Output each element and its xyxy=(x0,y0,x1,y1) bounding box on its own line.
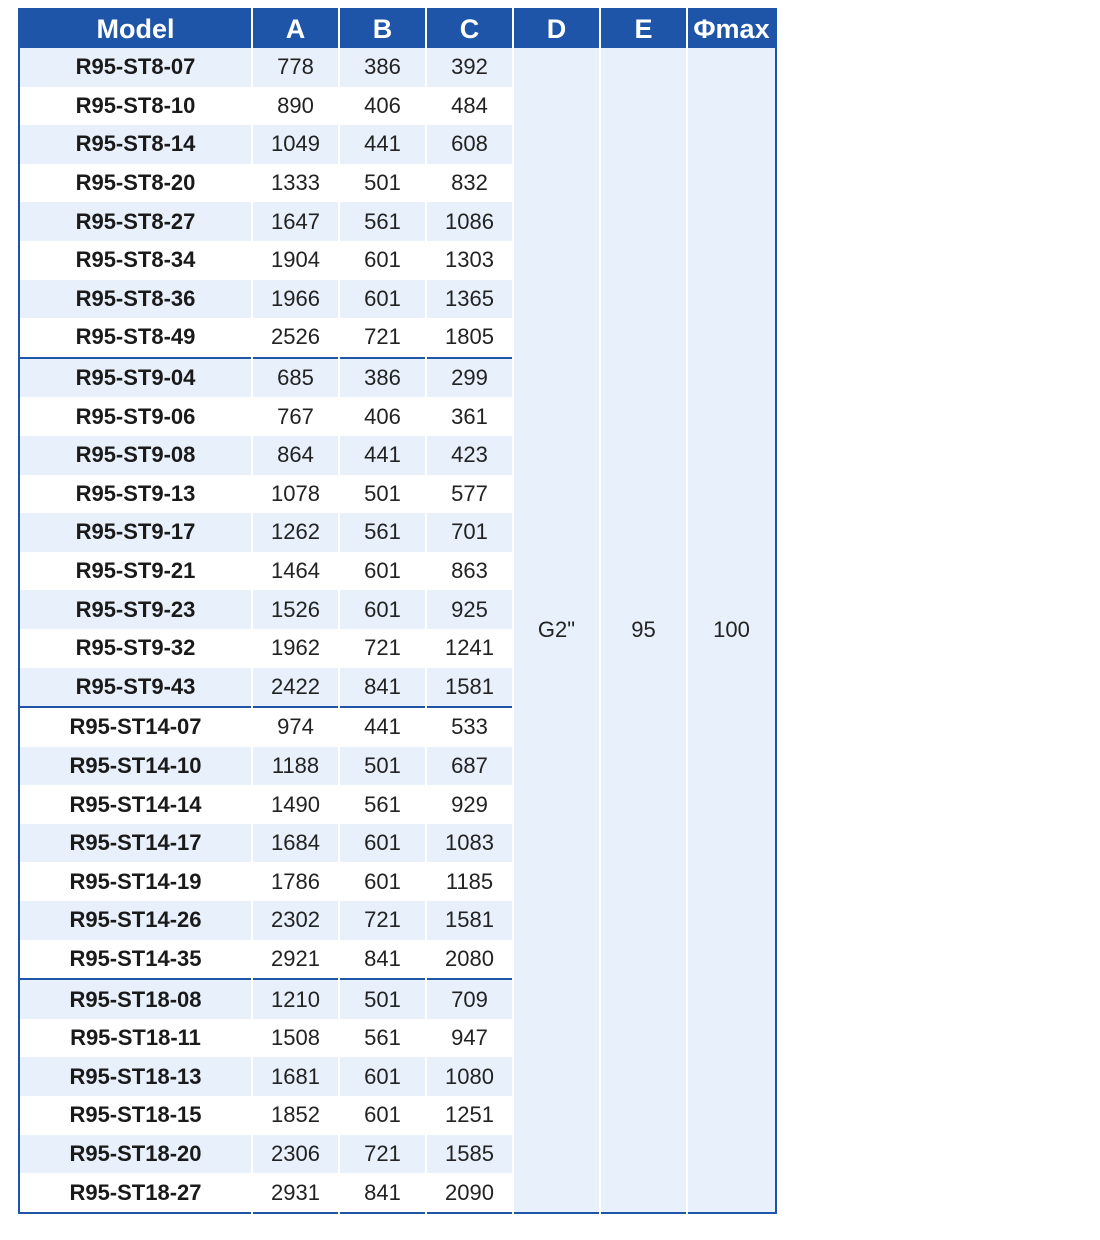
b-cell: 561 xyxy=(339,513,426,552)
phimax-merged-cell: 100 xyxy=(687,48,776,1213)
b-cell: 601 xyxy=(339,1057,426,1096)
b-cell: 501 xyxy=(339,979,426,1019)
a-cell: 1904 xyxy=(252,241,339,280)
c-cell: 392 xyxy=(426,48,513,87)
header-d: D xyxy=(513,9,600,48)
a-cell: 1786 xyxy=(252,862,339,901)
b-cell: 601 xyxy=(339,862,426,901)
model-cell: R95-ST14-10 xyxy=(19,747,252,786)
model-cell: R95-ST9-17 xyxy=(19,513,252,552)
model-cell: R95-ST14-07 xyxy=(19,707,252,747)
b-cell: 601 xyxy=(339,280,426,319)
a-cell: 1188 xyxy=(252,747,339,786)
a-cell: 1262 xyxy=(252,513,339,552)
b-cell: 501 xyxy=(339,164,426,203)
header-phimax: Φmax xyxy=(687,9,776,48)
table-body xyxy=(19,48,776,1213)
b-cell: 406 xyxy=(339,87,426,126)
c-cell: 1185 xyxy=(426,862,513,901)
c-cell: 947 xyxy=(426,1019,513,1058)
a-cell: 1508 xyxy=(252,1019,339,1058)
table-row xyxy=(19,48,776,87)
c-cell: 299 xyxy=(426,358,513,398)
c-cell: 2080 xyxy=(426,940,513,980)
b-cell: 841 xyxy=(339,940,426,980)
b-cell: 561 xyxy=(339,785,426,824)
a-cell: 1333 xyxy=(252,164,339,203)
model-cell: R95-ST14-26 xyxy=(19,901,252,940)
b-cell: 441 xyxy=(339,125,426,164)
e-merged-cell: 95 xyxy=(600,48,687,1213)
a-cell: 1526 xyxy=(252,590,339,629)
c-cell: 929 xyxy=(426,785,513,824)
model-cell: R95-ST18-11 xyxy=(19,1019,252,1058)
model-cell: R95-ST9-32 xyxy=(19,629,252,668)
c-cell: 1805 xyxy=(426,318,513,358)
c-cell: 1303 xyxy=(426,241,513,280)
model-cell: R95-ST8-34 xyxy=(19,241,252,280)
a-cell: 1962 xyxy=(252,629,339,668)
c-cell: 1585 xyxy=(426,1135,513,1174)
c-cell: 1083 xyxy=(426,824,513,863)
model-cell: R95-ST8-20 xyxy=(19,164,252,203)
a-cell: 2931 xyxy=(252,1173,339,1213)
model-cell: R95-ST18-15 xyxy=(19,1096,252,1135)
model-cell: R95-ST14-14 xyxy=(19,785,252,824)
c-cell: 1080 xyxy=(426,1057,513,1096)
c-cell: 863 xyxy=(426,552,513,591)
a-cell: 1490 xyxy=(252,785,339,824)
a-cell: 2422 xyxy=(252,668,339,708)
c-cell: 577 xyxy=(426,475,513,514)
a-cell: 1684 xyxy=(252,824,339,863)
b-cell: 721 xyxy=(339,318,426,358)
b-cell: 601 xyxy=(339,824,426,863)
b-cell: 601 xyxy=(339,590,426,629)
b-cell: 601 xyxy=(339,552,426,591)
c-cell: 1581 xyxy=(426,901,513,940)
c-cell: 423 xyxy=(426,436,513,475)
c-cell: 1086 xyxy=(426,202,513,241)
a-cell: 1681 xyxy=(252,1057,339,1096)
b-cell: 721 xyxy=(339,629,426,668)
b-cell: 841 xyxy=(339,1173,426,1213)
c-cell: 709 xyxy=(426,979,513,1019)
c-cell: 687 xyxy=(426,747,513,786)
model-cell: R95-ST8-07 xyxy=(19,48,252,87)
c-cell: 925 xyxy=(426,590,513,629)
a-cell: 1049 xyxy=(252,125,339,164)
a-cell: 890 xyxy=(252,87,339,126)
c-cell: 1581 xyxy=(426,668,513,708)
header-c: C xyxy=(426,9,513,48)
c-cell: 1365 xyxy=(426,280,513,319)
a-cell: 2921 xyxy=(252,940,339,980)
model-cell: R95-ST9-13 xyxy=(19,475,252,514)
c-cell: 484 xyxy=(426,87,513,126)
b-cell: 601 xyxy=(339,241,426,280)
c-cell: 608 xyxy=(426,125,513,164)
header-model: Model xyxy=(19,9,252,48)
model-cell: R95-ST18-13 xyxy=(19,1057,252,1096)
b-cell: 501 xyxy=(339,475,426,514)
model-cell: R95-ST8-10 xyxy=(19,87,252,126)
b-cell: 406 xyxy=(339,397,426,436)
model-cell: R95-ST9-04 xyxy=(19,358,252,398)
c-cell: 533 xyxy=(426,707,513,747)
a-cell: 1647 xyxy=(252,202,339,241)
header-row xyxy=(19,9,776,48)
c-cell: 1251 xyxy=(426,1096,513,1135)
c-cell: 701 xyxy=(426,513,513,552)
model-cell: R95-ST9-43 xyxy=(19,668,252,708)
a-cell: 864 xyxy=(252,436,339,475)
model-cell: R95-ST9-06 xyxy=(19,397,252,436)
c-cell: 832 xyxy=(426,164,513,203)
a-cell: 2306 xyxy=(252,1135,339,1174)
model-cell: R95-ST18-20 xyxy=(19,1135,252,1174)
model-cell: R95-ST14-19 xyxy=(19,862,252,901)
model-cell: R95-ST18-27 xyxy=(19,1173,252,1213)
a-cell: 778 xyxy=(252,48,339,87)
c-cell: 361 xyxy=(426,397,513,436)
b-cell: 386 xyxy=(339,358,426,398)
a-cell: 685 xyxy=(252,358,339,398)
header-a: A xyxy=(252,9,339,48)
a-cell: 1210 xyxy=(252,979,339,1019)
model-cell: R95-ST8-36 xyxy=(19,280,252,319)
b-cell: 841 xyxy=(339,668,426,708)
c-cell: 2090 xyxy=(426,1173,513,1213)
model-cell: R95-ST18-08 xyxy=(19,979,252,1019)
b-cell: 441 xyxy=(339,707,426,747)
a-cell: 2302 xyxy=(252,901,339,940)
model-cell: R95-ST14-17 xyxy=(19,824,252,863)
header-e: E xyxy=(600,9,687,48)
model-cell: R95-ST8-27 xyxy=(19,202,252,241)
b-cell: 561 xyxy=(339,202,426,241)
a-cell: 1464 xyxy=(252,552,339,591)
b-cell: 601 xyxy=(339,1096,426,1135)
a-cell: 767 xyxy=(252,397,339,436)
a-cell: 1852 xyxy=(252,1096,339,1135)
b-cell: 561 xyxy=(339,1019,426,1058)
b-cell: 441 xyxy=(339,436,426,475)
model-cell: R95-ST8-14 xyxy=(19,125,252,164)
model-cell: R95-ST9-21 xyxy=(19,552,252,591)
b-cell: 501 xyxy=(339,747,426,786)
d-merged-cell: G2" xyxy=(513,48,600,1213)
a-cell: 1966 xyxy=(252,280,339,319)
header-b: B xyxy=(339,9,426,48)
model-cell: R95-ST9-08 xyxy=(19,436,252,475)
a-cell: 974 xyxy=(252,707,339,747)
b-cell: 721 xyxy=(339,901,426,940)
b-cell: 386 xyxy=(339,48,426,87)
c-cell: 1241 xyxy=(426,629,513,668)
a-cell: 1078 xyxy=(252,475,339,514)
b-cell: 721 xyxy=(339,1135,426,1174)
model-cell: R95-ST8-49 xyxy=(19,318,252,358)
model-cell: R95-ST14-35 xyxy=(19,940,252,980)
model-cell: R95-ST9-23 xyxy=(19,590,252,629)
a-cell: 2526 xyxy=(252,318,339,358)
spec-table xyxy=(18,8,777,1214)
